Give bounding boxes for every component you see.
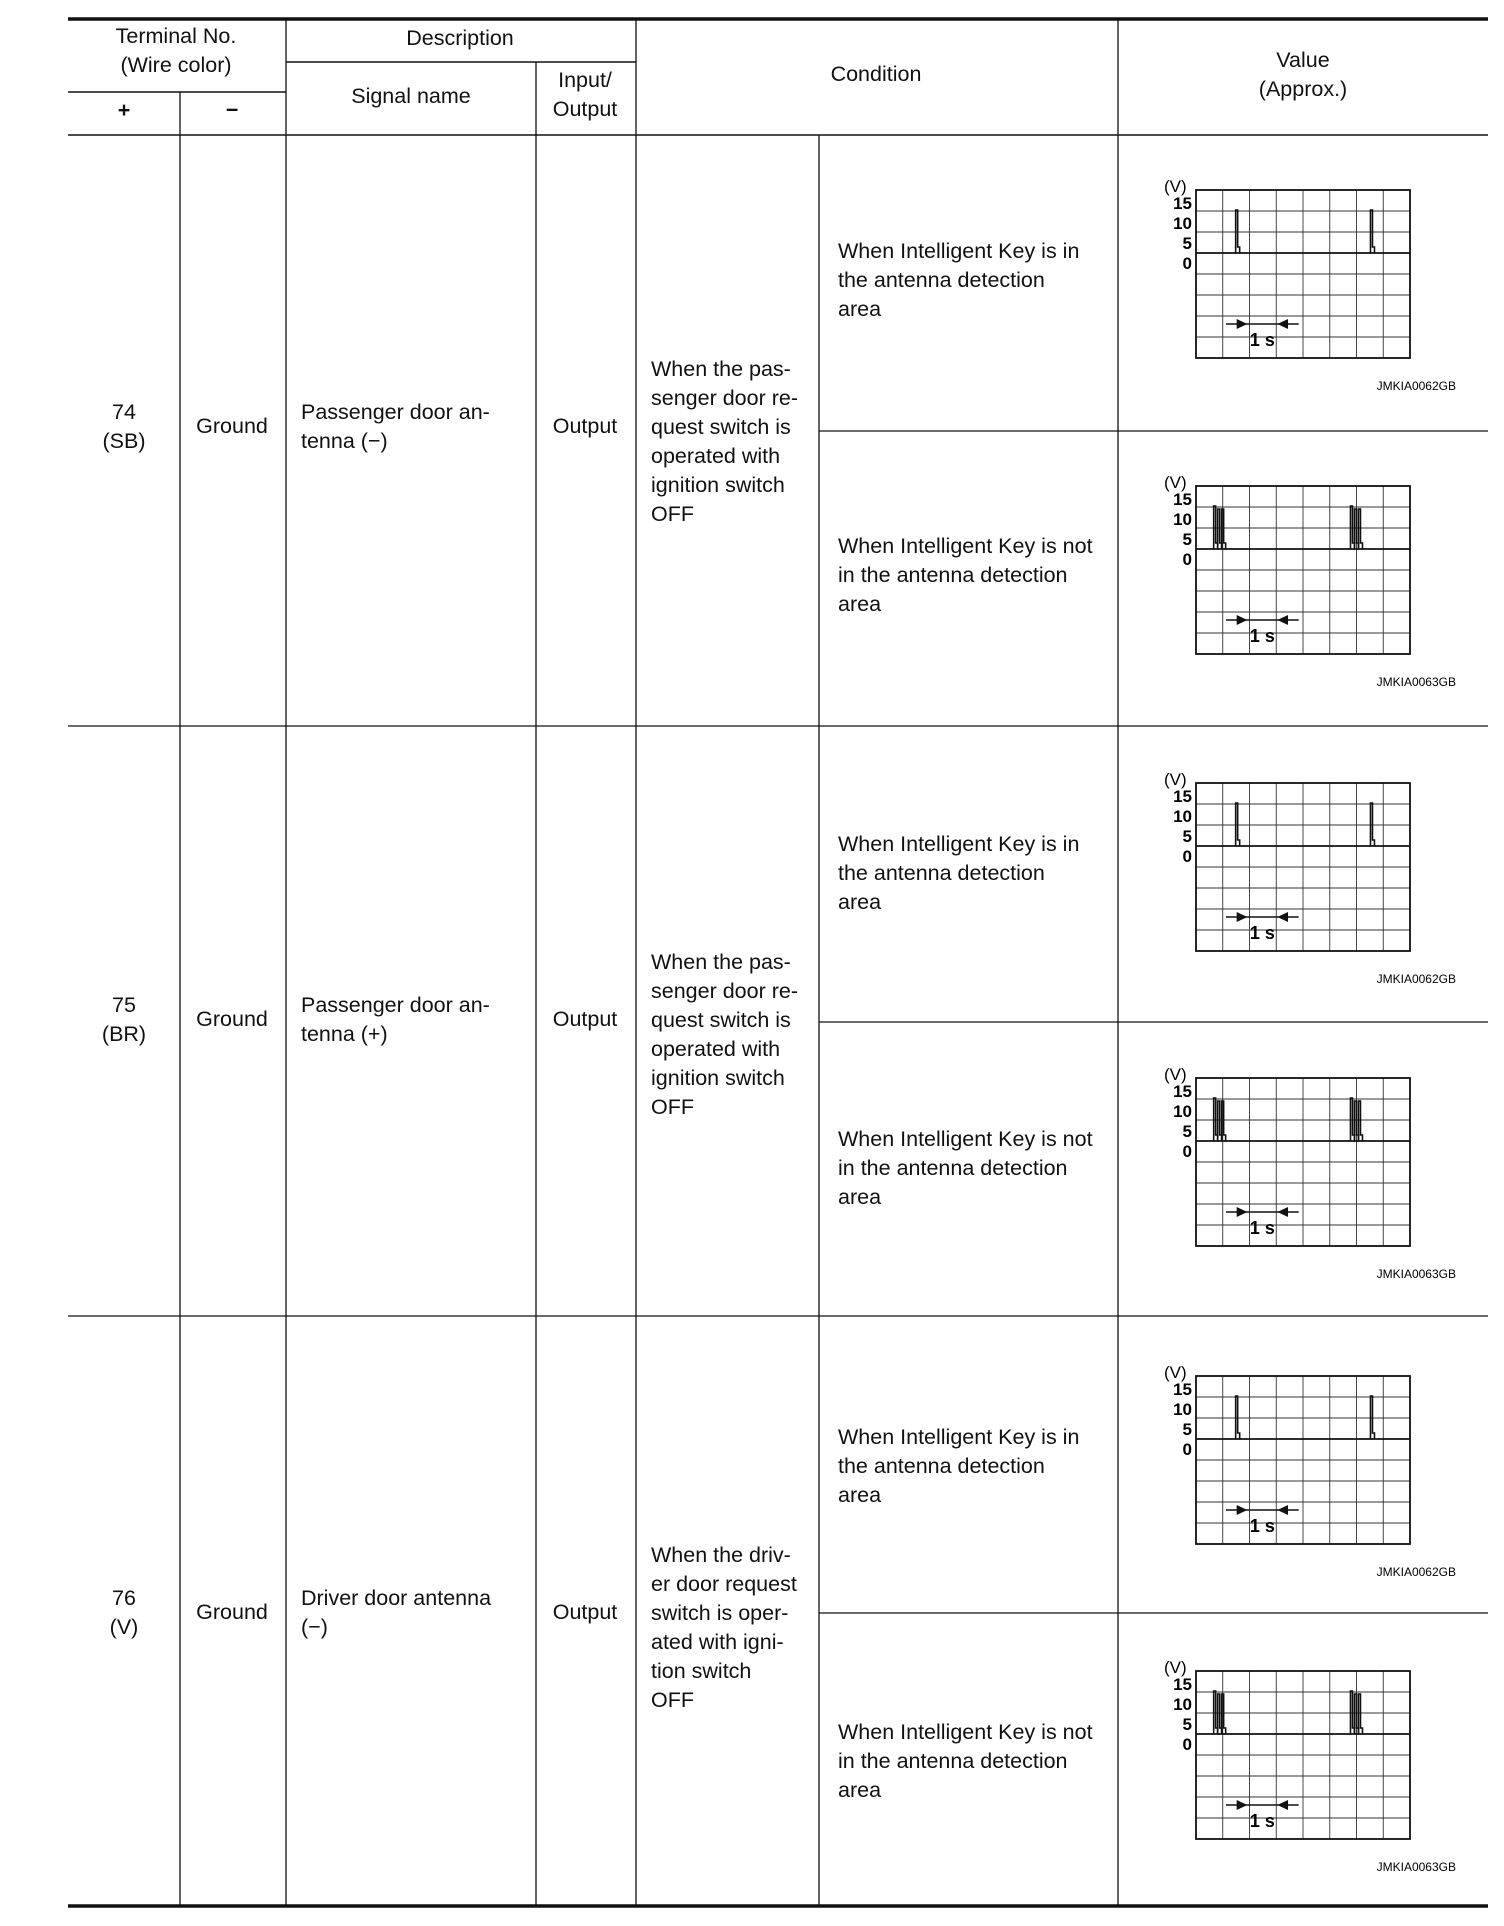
scope-tick-label: 0 bbox=[1182, 1735, 1192, 1754]
scope-tick-label: 10 bbox=[1173, 1102, 1192, 1121]
scope-tick-label: 5 bbox=[1182, 1122, 1192, 1141]
time-div-arrowhead bbox=[1237, 912, 1248, 922]
waveform-pulse bbox=[1222, 1694, 1226, 1734]
header-signal-name: Signal name bbox=[351, 84, 471, 108]
scope-unit-label: (V) bbox=[1164, 177, 1187, 196]
header-description: Description bbox=[406, 26, 514, 50]
header-minus: − bbox=[225, 98, 239, 122]
scope-unit-label: (V) bbox=[1164, 1363, 1187, 1382]
row-2-io: Output bbox=[552, 1007, 618, 1031]
scope-tick-label: 0 bbox=[1182, 1440, 1192, 1459]
row-2-signal: Passenger door an- tenna (+) bbox=[301, 993, 490, 1046]
time-div-arrowhead bbox=[1277, 1800, 1288, 1810]
figure-ref-code: JMKIA0062GB bbox=[1376, 379, 1456, 393]
scope-unit-label: (V) bbox=[1164, 770, 1187, 789]
time-div-label: 1 s bbox=[1249, 1218, 1275, 1238]
waveform-plot bbox=[1160, 176, 1460, 396]
header-plus: + bbox=[117, 98, 131, 122]
time-div-arrowhead bbox=[1277, 1505, 1288, 1515]
scope-tick-label: 5 bbox=[1182, 234, 1192, 253]
scope-tick-label: 15 bbox=[1173, 1082, 1192, 1101]
time-div-arrowhead bbox=[1277, 319, 1288, 329]
time-div-label: 1 s bbox=[1249, 923, 1275, 943]
time-div-label: 1 s bbox=[1249, 330, 1275, 350]
row-3-waveform-in bbox=[1160, 1362, 1460, 1582]
row-2-state-in: When Intelligent Key is in the antenna detection area bbox=[838, 832, 1080, 914]
row-1-condition: When the pas- senger door re- quest switch is operated with ignition switch OFF bbox=[651, 357, 798, 526]
row-3-terminal: 76 (V) bbox=[109, 1586, 139, 1639]
row-1-waveform-in bbox=[1160, 176, 1460, 396]
row-1-io: Output bbox=[552, 414, 618, 438]
scope-tick-label: 10 bbox=[1173, 807, 1192, 826]
scope-tick-label: 15 bbox=[1173, 1380, 1192, 1399]
time-div-arrowhead bbox=[1277, 615, 1288, 625]
row-3-signal: Driver door antenna (−) bbox=[301, 1586, 492, 1639]
scope-unit-label: (V) bbox=[1164, 473, 1187, 492]
scope-tick-label: 15 bbox=[1173, 490, 1192, 509]
waveform-pulse bbox=[1236, 210, 1240, 253]
scope-tick-label: 5 bbox=[1182, 827, 1192, 846]
figure-ref-code: JMKIA0062GB bbox=[1376, 1565, 1456, 1579]
row-1-state-in: When Intelligent Key is in the antenna detection area bbox=[838, 239, 1080, 321]
time-div-arrowhead bbox=[1237, 1207, 1248, 1217]
waveform-pulse bbox=[1358, 509, 1362, 549]
row-1-state-not-in: When Intelligent Key is not in the antenna detection area bbox=[838, 534, 1093, 616]
figure-ref-code: JMKIA0063GB bbox=[1376, 1267, 1456, 1281]
row-3-state-not-in: When Intelligent Key is not in the antenna detection area bbox=[838, 1720, 1093, 1802]
waveform-pulse bbox=[1236, 803, 1240, 846]
row-3-waveform-not-in bbox=[1160, 1657, 1460, 1877]
row-2-state-not-in: When Intelligent Key is not in the antenna detection area bbox=[838, 1127, 1093, 1209]
scope-tick-label: 10 bbox=[1173, 1695, 1192, 1714]
row-3-condition: When the driv- er door request switch is oper- ated with igni- tion switch OFF bbox=[651, 1543, 797, 1712]
waveform-plot bbox=[1160, 1064, 1460, 1284]
row-2-terminal: 75 (BR) bbox=[101, 993, 147, 1046]
row-3-io: Output bbox=[552, 1600, 618, 1624]
scope-tick-label: 0 bbox=[1182, 847, 1192, 866]
row-1-waveform-not-in bbox=[1160, 472, 1460, 692]
scope-tick-label: 10 bbox=[1173, 1400, 1192, 1419]
scope-tick-label: 10 bbox=[1173, 510, 1192, 529]
scope-tick-label: 0 bbox=[1182, 254, 1192, 273]
row-1-signal: Passenger door an- tenna (−) bbox=[301, 400, 490, 453]
figure-ref-code: JMKIA0063GB bbox=[1376, 675, 1456, 689]
row-2-waveform-not-in bbox=[1160, 1064, 1460, 1284]
scope-tick-label: 15 bbox=[1173, 1675, 1192, 1694]
time-div-arrowhead bbox=[1237, 1800, 1248, 1810]
row-3-state-in: When Intelligent Key is in the antenna detection area bbox=[838, 1425, 1080, 1507]
waveform-pulse bbox=[1370, 803, 1374, 846]
waveform-pulse bbox=[1358, 1694, 1362, 1734]
waveform-plot bbox=[1160, 472, 1460, 692]
scope-tick-label: 0 bbox=[1182, 1142, 1192, 1161]
header-value: Value (Approx.) bbox=[1258, 48, 1348, 101]
scope-tick-label: 10 bbox=[1173, 214, 1192, 233]
waveform-pulse bbox=[1358, 1101, 1362, 1141]
waveform-pulse bbox=[1222, 1101, 1226, 1141]
scope-tick-label: 15 bbox=[1173, 787, 1192, 806]
scope-tick-label: 5 bbox=[1182, 530, 1192, 549]
row-2-ground: Ground bbox=[196, 1007, 268, 1031]
row-2-waveform-in bbox=[1160, 769, 1460, 989]
time-div-label: 1 s bbox=[1249, 1516, 1275, 1536]
waveform-pulse bbox=[1236, 1396, 1240, 1439]
scope-tick-label: 0 bbox=[1182, 550, 1192, 569]
row-2-condition: When the pas- senger door re- quest switch is operated with ignition switch OFF bbox=[651, 950, 798, 1119]
row-1-terminal: 74 (SB) bbox=[102, 400, 146, 453]
time-div-arrowhead bbox=[1277, 912, 1288, 922]
scope-tick-label: 5 bbox=[1182, 1420, 1192, 1439]
scope-tick-label: 15 bbox=[1173, 194, 1192, 213]
header-condition: Condition bbox=[830, 62, 922, 86]
row-1-ground: Ground bbox=[196, 414, 268, 438]
time-div-label: 1 s bbox=[1249, 1811, 1275, 1831]
waveform-pulse bbox=[1370, 1396, 1374, 1439]
row-3-ground: Ground bbox=[196, 1600, 268, 1624]
figure-ref-code: JMKIA0062GB bbox=[1376, 972, 1456, 986]
time-div-arrowhead bbox=[1237, 319, 1248, 329]
header-terminal-no: Terminal No. (Wire color) bbox=[115, 24, 237, 77]
waveform-pulse bbox=[1222, 509, 1226, 549]
waveform-plot bbox=[1160, 769, 1460, 989]
waveform-pulse bbox=[1370, 210, 1374, 253]
time-div-arrowhead bbox=[1237, 1505, 1248, 1515]
waveform-plot bbox=[1160, 1362, 1460, 1582]
header-input-output: Input/ Output bbox=[552, 68, 618, 121]
figure-ref-code: JMKIA0063GB bbox=[1376, 1860, 1456, 1874]
scope-unit-label: (V) bbox=[1164, 1658, 1187, 1677]
scope-unit-label: (V) bbox=[1164, 1065, 1187, 1084]
time-div-arrowhead bbox=[1237, 615, 1248, 625]
waveform-plot bbox=[1160, 1657, 1460, 1877]
time-div-arrowhead bbox=[1277, 1207, 1288, 1217]
time-div-label: 1 s bbox=[1249, 626, 1275, 646]
scope-tick-label: 5 bbox=[1182, 1715, 1192, 1734]
